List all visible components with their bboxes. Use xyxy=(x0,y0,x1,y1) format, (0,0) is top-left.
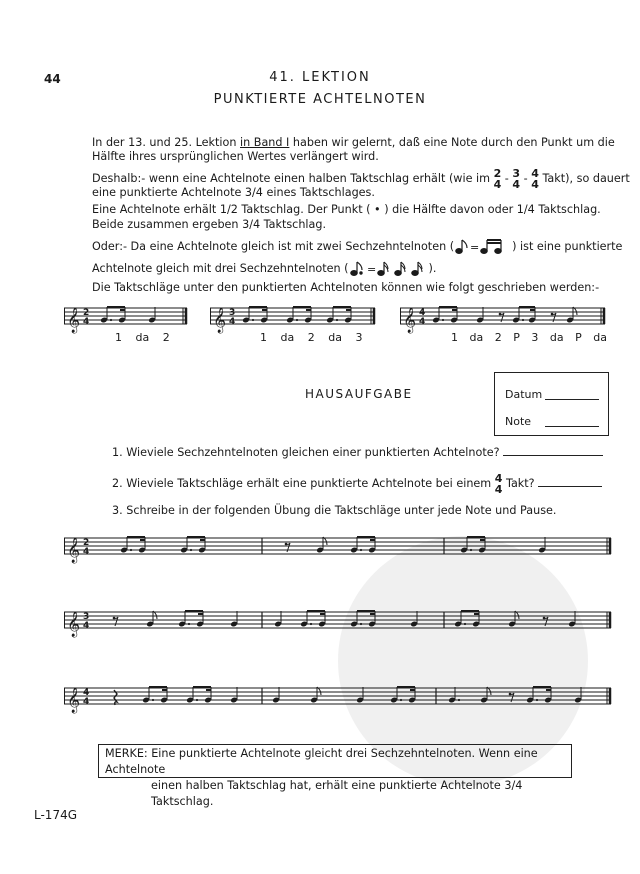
note-dot xyxy=(296,319,298,321)
answer-2-field[interactable] xyxy=(538,486,602,487)
answer-1-field[interactable] xyxy=(503,455,603,456)
lesson-title: 41. LEKTION xyxy=(269,70,371,85)
fraction-3-4: 3 4 xyxy=(512,167,521,191)
svg-text:=: = xyxy=(470,241,480,254)
eighth-rest-icon xyxy=(544,617,548,626)
question-1: 1. Wieviele Sechzehntelnoten gleichen einer punktierten Achtelnote? xyxy=(112,446,603,459)
catalog-code: L-174G xyxy=(34,808,78,822)
note-dot xyxy=(522,319,524,321)
treble-clef-icon: 𝄞 xyxy=(213,308,227,333)
treble-clef-icon: 𝄞 xyxy=(67,308,81,333)
time-signature-top: 3 xyxy=(229,308,236,318)
question-3: 3. Schreibe in der folgenden Übung die Taktschläge unter jede Note und Pause. xyxy=(112,504,557,517)
eighth-rest-icon xyxy=(286,543,290,552)
merke-box xyxy=(98,744,572,808)
eighth-equals-sixteenths-icon xyxy=(454,238,512,256)
time-signature-top: 4 xyxy=(419,308,426,318)
note-dot xyxy=(310,623,312,625)
note-dot xyxy=(152,699,154,701)
homework-title: HAUSAUFGABE xyxy=(305,387,413,401)
time-signature-bottom: 4 xyxy=(83,621,90,631)
datum-label: Datum xyxy=(505,388,543,401)
eighth-rest-icon xyxy=(114,617,118,626)
note-dot xyxy=(536,699,538,701)
time-signature-bottom: 4 xyxy=(83,547,90,557)
note-dot xyxy=(252,319,254,321)
lesson-subtitle: PUNKTIERTE ACHTELNOTEN xyxy=(213,92,427,107)
time-signature-top: 3 xyxy=(83,612,90,622)
intro-line-6: Beide zusammen ergeben 3/4 Taktschlag. xyxy=(92,218,327,231)
question-2: 2. Wieviele Taktschläge erhält eine punktierte Achtelnote bei einem 4 4 Takt? xyxy=(112,473,602,495)
time-signature-bottom: 4 xyxy=(83,697,90,707)
exercise-staff-1 xyxy=(64,526,612,566)
page-number: 44 xyxy=(44,72,61,86)
fraction-4-4: 4 4 xyxy=(531,167,539,191)
example-1-beats: 1 da 2 xyxy=(115,331,170,344)
note-field[interactable] xyxy=(545,426,599,427)
example-2-beats: 1 da 2 da 3 xyxy=(260,331,363,344)
time-signature-top: 2 xyxy=(83,538,90,548)
note-dot xyxy=(110,319,112,321)
note-dot xyxy=(458,699,460,701)
svg-text:=: = xyxy=(366,263,376,276)
intro-line-1: In der 13. und 25. Lektion in Band I haben wir gelernt, daß eine Note durch den Punkt um die xyxy=(92,136,615,149)
treble-clef-icon: 𝄞 xyxy=(67,612,81,637)
dotted-eighth-equals-three-sixteenths-icon xyxy=(349,260,429,278)
note-dot xyxy=(336,319,338,321)
intro-line-9: Die Taktschläge unter den punktierten Achtelnoten können wie folgt geschrieben werden:- xyxy=(92,281,600,294)
example-staff-2 xyxy=(210,298,376,334)
eighth-rest-icon xyxy=(510,693,514,702)
note-dot xyxy=(400,699,402,701)
intro-line-4: eine punktierte Achtelnote 3/4 eines Taktschlages. xyxy=(92,186,375,199)
intro-line-5: Eine Achtelnote erhält 1/2 Taktschlag. Der Punkt ( • ) die Hälfte davon oder 1/4 Taktschlag. xyxy=(92,203,601,216)
intro-line-8: Achtelnote gleich mit drei Sechzehntelnoten ( = ). xyxy=(92,262,437,276)
note-dot xyxy=(196,699,198,701)
note-dot xyxy=(360,549,362,551)
treble-clef-icon: 𝄞 xyxy=(67,688,81,713)
example-staff-3 xyxy=(400,298,606,334)
fraction-2-4: 2 4 xyxy=(493,167,502,191)
note-label: Note xyxy=(505,415,532,428)
time-signature-top: 2 xyxy=(83,308,90,318)
note-dot xyxy=(188,623,190,625)
note-dot xyxy=(470,549,472,551)
fraction-4-4-q2: 4 4 xyxy=(494,472,503,496)
merke-line-2: einen halben Taktschlag hat, erhält eine punktierte Achtelnote 3/4 Taktschlag. xyxy=(151,779,523,808)
intro-line-3: Deshalb:- wenn eine Achtelnote einen halben Taktschlag erhält (wie im 2 4 - 3 4 - 4 4 Takt), so dauert xyxy=(92,167,630,191)
eighth-rest-icon xyxy=(500,313,504,322)
exercise-staff-3 xyxy=(64,676,612,716)
note-dot xyxy=(130,549,132,551)
merke-line-1: MERKE: Eine punktierte Achtelnote gleicht drei Sechzehntelnoten. Wenn eine Achtelnote xyxy=(105,747,538,776)
note-dot xyxy=(464,623,466,625)
treble-clef-icon: 𝄞 xyxy=(403,308,417,333)
eighth-rest-icon xyxy=(552,313,556,322)
intro-line-7: Oder:- Da eine Achtelnote gleich ist mit zwei Sechzehntelnoten ( = ) ist eine punktierte xyxy=(92,240,623,254)
example-3-beats: 1 da 2 P 3 da P da xyxy=(451,331,607,344)
example-staff-1 xyxy=(64,298,188,334)
note-dot xyxy=(442,319,444,321)
intro-line-2: Hälfte ihres ursprünglichen Wertes verlängert wird. xyxy=(92,150,379,163)
note-dot xyxy=(190,549,192,551)
grade-box xyxy=(494,372,609,436)
time-signature-top: 4 xyxy=(83,688,90,698)
treble-clef-icon: 𝄞 xyxy=(67,538,81,563)
exercise-staff-2 xyxy=(64,600,612,640)
note-dot xyxy=(360,623,362,625)
time-signature-bottom: 4 xyxy=(229,317,236,327)
time-signature-bottom: 4 xyxy=(83,317,90,327)
time-signature-bottom: 4 xyxy=(419,317,426,327)
datum-field[interactable] xyxy=(545,399,599,400)
